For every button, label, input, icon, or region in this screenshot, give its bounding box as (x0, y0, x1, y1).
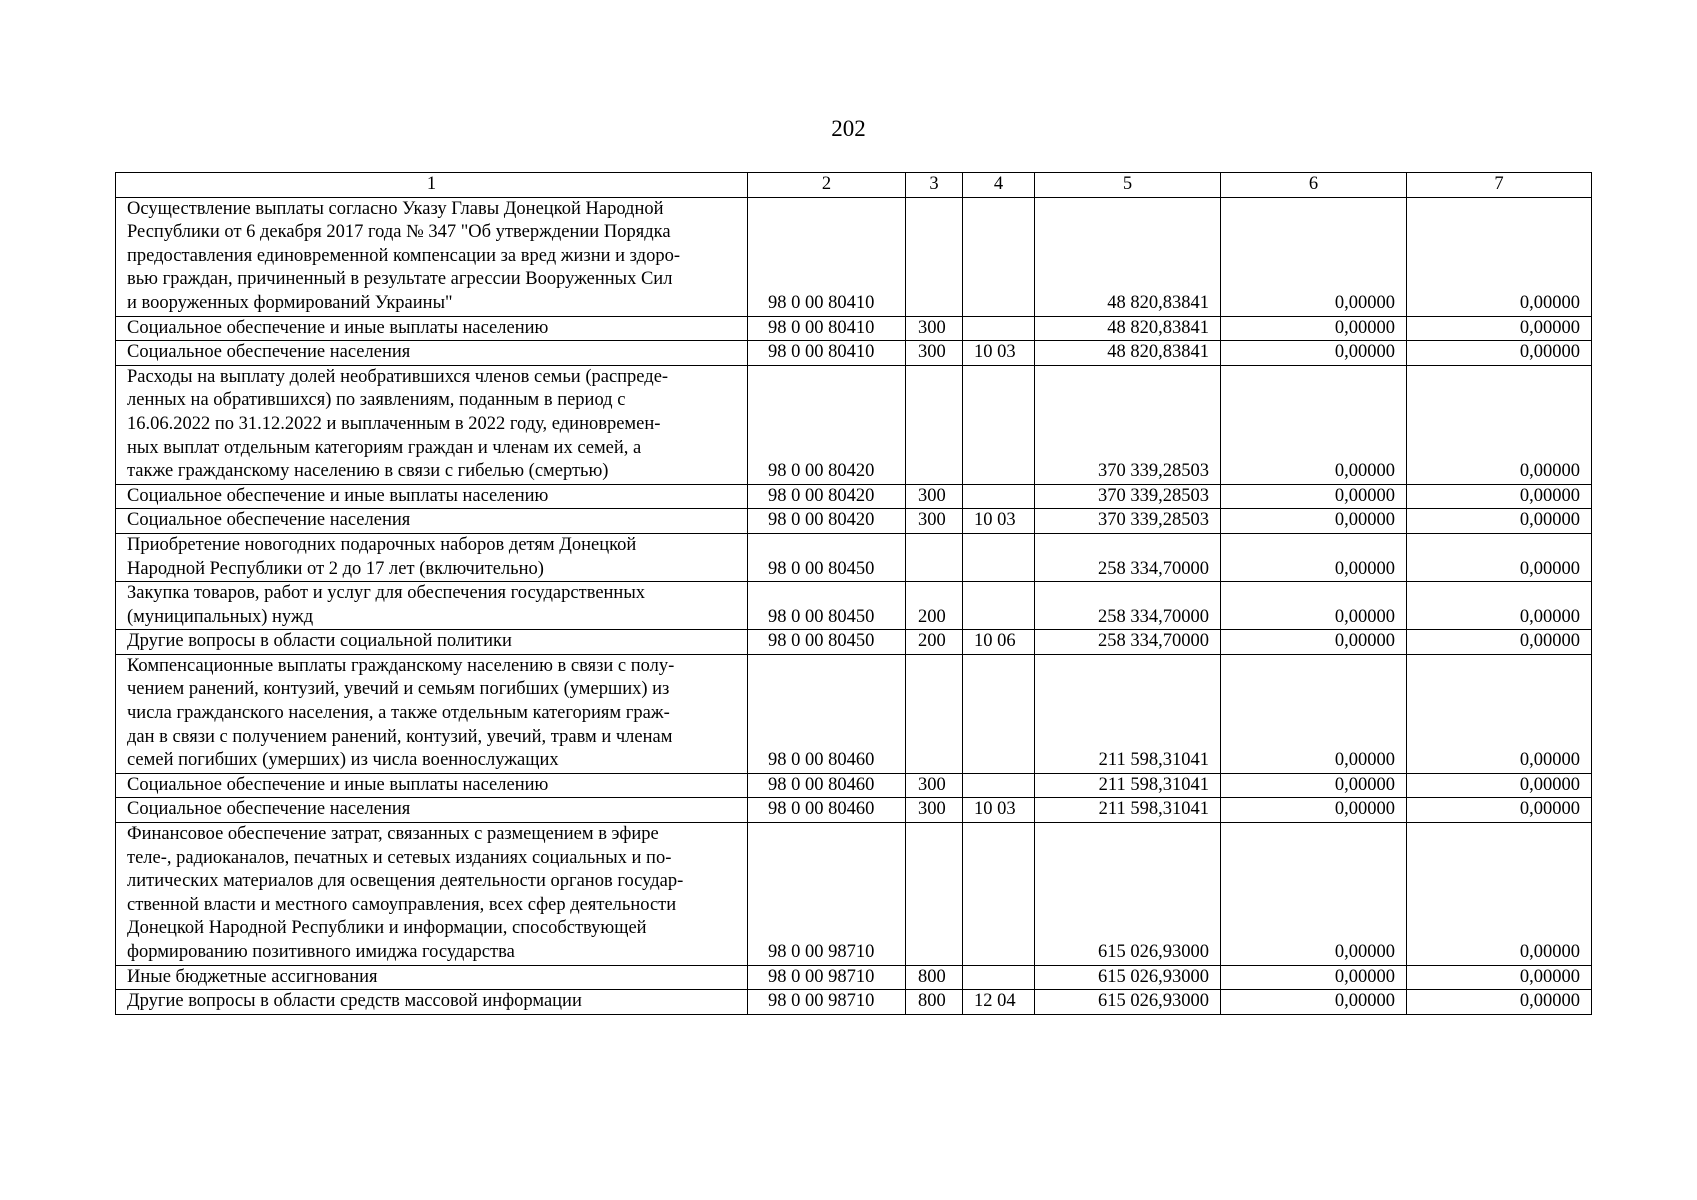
amount-col7: 0,00000 (1407, 798, 1592, 823)
target-code: 98 0 00 80460 (748, 773, 906, 798)
expense-type-code: 300 (906, 798, 963, 823)
row-name-line: Республики от 6 декабря 2017 года № 347 "Об утверждении Порядка (127, 222, 671, 243)
table-row (116, 630, 1592, 655)
row-name-line: Осуществление выплаты согласно Указу Главы Донецкой Народной (127, 198, 664, 219)
row-name-line: формированию позитивного имиджа государства (127, 942, 515, 962)
section-code (963, 365, 1035, 484)
table-row (116, 823, 1592, 966)
row-name-line: Социальное обеспечение населения (127, 510, 411, 531)
header-cell: 5 (1035, 173, 1221, 198)
target-code: 98 0 00 80460 (748, 798, 906, 823)
amount-col6: 0,00000 (1221, 509, 1407, 534)
section-code (963, 823, 1035, 966)
amount-col5: 258 334,70000 (1035, 582, 1221, 630)
row-name (116, 654, 748, 773)
amount-col6: 0,00000 (1221, 533, 1407, 581)
table-row (116, 582, 1592, 630)
header-cell: 6 (1221, 173, 1407, 198)
section-code (963, 484, 1035, 509)
row-name (116, 773, 748, 798)
amount-col5: 48 820,83841 (1035, 197, 1221, 316)
amount-col5: 370 339,28503 (1035, 365, 1221, 484)
amount-col5: 258 334,70000 (1035, 630, 1221, 655)
amount-col7: 0,00000 (1407, 990, 1592, 1015)
amount-col7: 0,00000 (1407, 484, 1592, 509)
section-code: 12 04 (963, 990, 1035, 1015)
expense-type-code (906, 823, 963, 966)
expense-type-code: 300 (906, 341, 963, 366)
table-row (116, 509, 1592, 534)
target-code: 98 0 00 80410 (748, 316, 906, 341)
row-name-line: Социальное обеспечение населения (127, 799, 411, 820)
row-name-line: семей погибших (умерших) из числа военнослужащих (127, 750, 559, 771)
row-name-line: Народной Республики от 2 до 17 лет (включительно) (127, 558, 544, 579)
expense-type-code: 300 (906, 773, 963, 798)
section-code (963, 582, 1035, 630)
amount-col7: 0,00000 (1407, 630, 1592, 655)
amount-col6: 0,00000 (1221, 965, 1407, 990)
row-name-line: литических материалов для освещения деятельности органов государ- (127, 871, 684, 892)
section-code (963, 773, 1035, 798)
amount-col7: 0,00000 (1407, 533, 1592, 581)
row-name-line: Закупка товаров, работ и услуг для обеспечения государственных (127, 583, 646, 604)
row-name-line: чением ранений, контузий, увечий и семьям погибших (умерших) из (127, 679, 670, 700)
row-name-line: Социальное обеспечение и иные выплаты населению (127, 317, 549, 338)
row-name-line: 16.06.2022 по 31.12.2022 и выплаченным в 2022 году, единовремен- (127, 413, 661, 434)
row-name-line: ственной власти и местного самоуправления, всех сфер деятельности (127, 894, 677, 915)
table-row (116, 990, 1592, 1015)
header-cell: 3 (906, 173, 963, 198)
table-row (116, 654, 1592, 773)
amount-col5: 370 339,28503 (1035, 509, 1221, 534)
row-name (116, 341, 748, 366)
section-code (963, 316, 1035, 341)
amount-col6: 0,00000 (1221, 798, 1407, 823)
row-name (116, 484, 748, 509)
amount-col6: 0,00000 (1221, 365, 1407, 484)
row-name-line: ных выплат отдельным категориям граждан и членам их семей, а (127, 437, 642, 458)
amount-col5: 48 820,83841 (1035, 341, 1221, 366)
table-row (116, 533, 1592, 581)
target-code: 98 0 00 80420 (748, 484, 906, 509)
table-row (116, 965, 1592, 990)
row-name (116, 823, 748, 966)
row-name-line: Социальное обеспечение и иные выплаты населению (127, 485, 549, 506)
row-name (116, 965, 748, 990)
row-name-line: и вооруженных формирований Украины" (127, 292, 453, 313)
section-code (963, 654, 1035, 773)
expense-type-code (906, 533, 963, 581)
expense-type-code: 200 (906, 582, 963, 630)
row-name-line: вью граждан, причиненный в результате агрессии Вооруженных Сил (127, 269, 673, 290)
expense-type-code: 300 (906, 484, 963, 509)
section-code: 10 03 (963, 341, 1035, 366)
expense-type-code (906, 654, 963, 773)
row-name-line: Социальное обеспечение и иные выплаты населению (127, 774, 549, 795)
table-row (116, 365, 1592, 484)
amount-col6: 0,00000 (1221, 341, 1407, 366)
row-name-line: Финансовое обеспечение затрат, связанных с размещением в эфире (127, 824, 659, 845)
amount-col5: 211 598,31041 (1035, 773, 1221, 798)
table-row (116, 316, 1592, 341)
row-name-line: дан в связи с получением ранений, контузий, увечий, травм и членам (127, 726, 673, 747)
amount-col6: 0,00000 (1221, 990, 1407, 1015)
row-name (116, 582, 748, 630)
expense-type-code: 200 (906, 630, 963, 655)
budget-table (115, 172, 1592, 1015)
page-number: 202 (831, 116, 866, 141)
amount-col7: 0,00000 (1407, 823, 1592, 966)
amount-col6: 0,00000 (1221, 630, 1407, 655)
row-name (116, 509, 748, 534)
table-row (116, 341, 1592, 366)
amount-col5: 258 334,70000 (1035, 533, 1221, 581)
expense-type-code: 800 (906, 965, 963, 990)
amount-col6: 0,00000 (1221, 582, 1407, 630)
section-code (963, 533, 1035, 581)
target-code: 98 0 00 80450 (748, 630, 906, 655)
amount-col6: 0,00000 (1221, 773, 1407, 798)
amount-col7: 0,00000 (1407, 773, 1592, 798)
amount-col5: 48 820,83841 (1035, 316, 1221, 341)
expense-type-code: 800 (906, 990, 963, 1015)
header-cell: 1 (116, 173, 748, 198)
target-code: 98 0 00 80450 (748, 582, 906, 630)
row-name-line: Донецкой Народной Республики и информации, способствующей (127, 918, 647, 939)
row-name-line: теле-, радиоканалов, печатных и сетевых изданиях социальных и по- (127, 847, 672, 868)
row-name-line: (муниципальных) нужд (127, 606, 314, 627)
amount-col7: 0,00000 (1407, 582, 1592, 630)
expense-type-code: 300 (906, 509, 963, 534)
target-code: 98 0 00 80420 (748, 365, 906, 484)
amount-col6: 0,00000 (1221, 316, 1407, 341)
row-name (116, 990, 748, 1015)
row-name (116, 630, 748, 655)
row-name-line: ленных на обратившихся) по заявлениям, поданным в период с (127, 390, 626, 411)
amount-col5: 211 598,31041 (1035, 798, 1221, 823)
amount-col7: 0,00000 (1407, 509, 1592, 534)
row-name-line: числа гражданского населения, а также отдельным категориям граж- (127, 703, 670, 724)
amount-col5: 615 026,93000 (1035, 965, 1221, 990)
row-name (116, 197, 748, 316)
amount-col6: 0,00000 (1221, 823, 1407, 966)
row-name-line: Другие вопросы в области средств массовой информации (127, 991, 582, 1012)
amount-col6: 0,00000 (1221, 197, 1407, 316)
header-cell: 4 (963, 173, 1035, 198)
header-cell: 7 (1407, 173, 1592, 198)
amount-col7: 0,00000 (1407, 197, 1592, 316)
row-name-line: Расходы на выплату долей необратившихся членов семьи (распреде- (127, 366, 669, 387)
row-name-line: Иные бюджетные ассигнования (127, 966, 378, 987)
table-row (116, 484, 1592, 509)
section-code (963, 197, 1035, 316)
amount-col5: 211 598,31041 (1035, 654, 1221, 773)
target-code: 98 0 00 80450 (748, 533, 906, 581)
row-name-line: Социальное обеспечение населения (127, 342, 411, 363)
expense-type-code (906, 197, 963, 316)
row-name-line: Приобретение новогодних подарочных наборов детям Донецкой (127, 534, 637, 555)
row-name-line: также гражданскому населению в связи с гибелью (смертью) (127, 461, 609, 482)
expense-type-code (906, 365, 963, 484)
row-name (116, 798, 748, 823)
table-row (116, 798, 1592, 823)
row-name-line: предоставления единовременной компенсации за вред жизни и здоро- (127, 245, 680, 266)
amount-col5: 615 026,93000 (1035, 823, 1221, 966)
section-code (963, 965, 1035, 990)
amount-col7: 0,00000 (1407, 365, 1592, 484)
target-code: 98 0 00 98710 (748, 823, 906, 966)
amount-col6: 0,00000 (1221, 484, 1407, 509)
row-name-line: Другие вопросы в области социальной политики (127, 631, 512, 652)
expense-type-code: 300 (906, 316, 963, 341)
section-code: 10 03 (963, 798, 1035, 823)
target-code: 98 0 00 98710 (748, 965, 906, 990)
header-cell: 2 (748, 173, 906, 198)
row-name (116, 533, 748, 581)
amount-col7: 0,00000 (1407, 965, 1592, 990)
amount-col5: 615 026,93000 (1035, 990, 1221, 1015)
amount-col5: 370 339,28503 (1035, 484, 1221, 509)
amount-col7: 0,00000 (1407, 341, 1592, 366)
target-code: 98 0 00 80410 (748, 341, 906, 366)
section-code: 10 06 (963, 630, 1035, 655)
amount-col7: 0,00000 (1407, 316, 1592, 341)
row-name-line: Компенсационные выплаты гражданскому населению в связи с полу- (127, 655, 675, 676)
amount-col6: 0,00000 (1221, 654, 1407, 773)
amount-col7: 0,00000 (1407, 654, 1592, 773)
target-code: 98 0 00 80410 (748, 197, 906, 316)
row-name (116, 316, 748, 341)
target-code: 98 0 00 80420 (748, 509, 906, 534)
section-code: 10 03 (963, 509, 1035, 534)
header-row (116, 173, 1592, 198)
table-row (116, 773, 1592, 798)
table-row (116, 197, 1592, 316)
row-name (116, 365, 748, 484)
target-code: 98 0 00 98710 (748, 990, 906, 1015)
target-code: 98 0 00 80460 (748, 654, 906, 773)
